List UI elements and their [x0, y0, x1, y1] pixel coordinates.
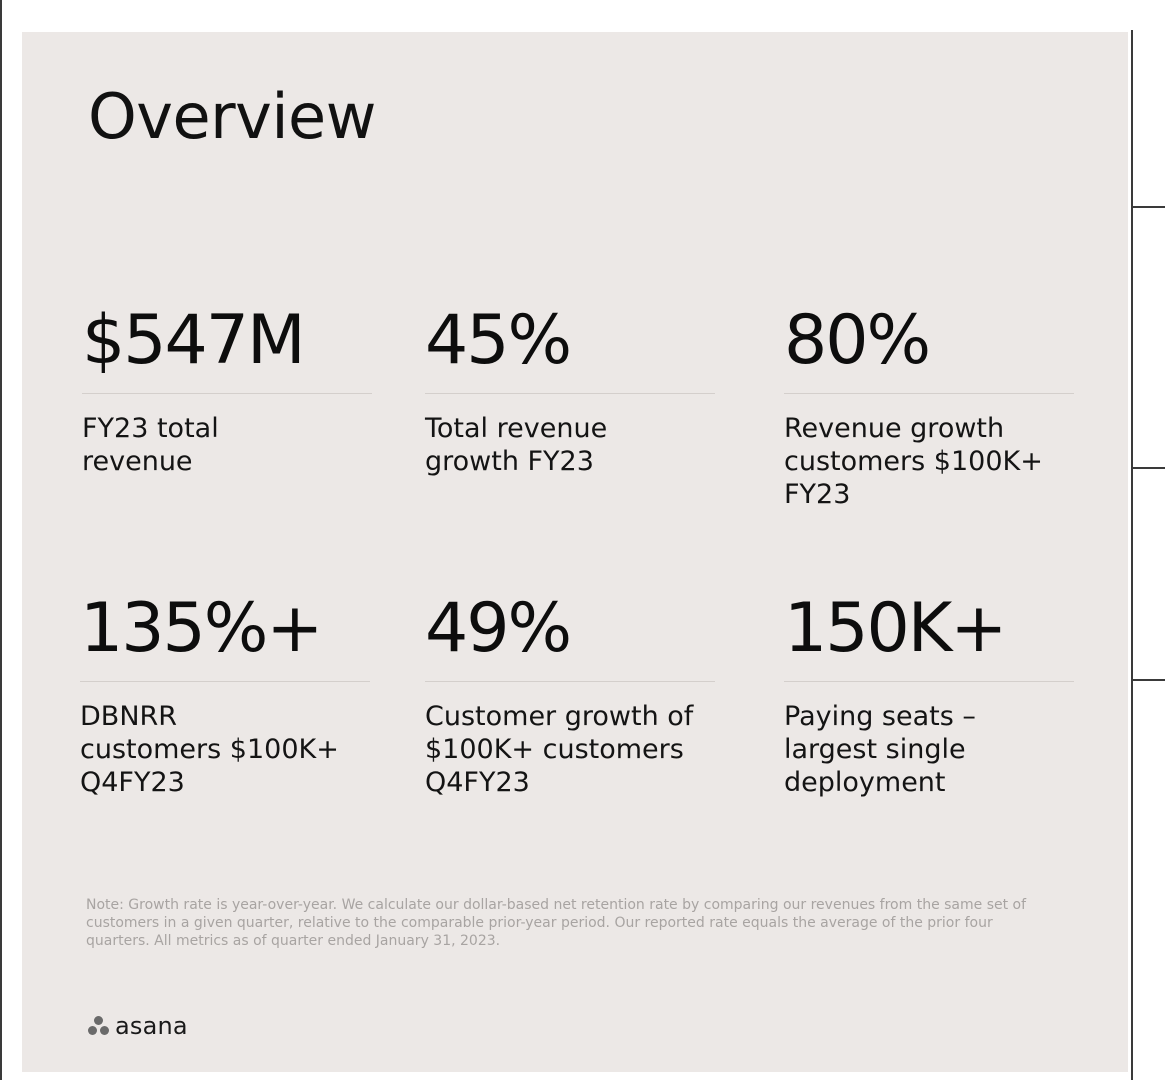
- metric-divider: [784, 393, 1074, 394]
- page-title: Overview: [88, 80, 376, 153]
- metric-divider: [784, 681, 1074, 682]
- metric-customer-growth: [425, 587, 715, 799]
- metric-value: 45%: [425, 301, 571, 380]
- footnote: Note: Growth rate is year-over-year. We calculate our dollar-based net retention rate by comparing our revenues from the same set of customers in a given quarter, relative to the comparable prior-year period. Our reported rate equals the average of the prior four quarters. All metrics as of quarter ended January 31, 2023.: [86, 897, 1027, 949]
- metric-label: Paying seats – largest single deployment: [784, 701, 976, 798]
- right-border-tick: [1133, 679, 1165, 681]
- brand-logo: [88, 1011, 188, 1041]
- metric-value: 150K+: [784, 589, 1006, 668]
- metric-paying-seats: [784, 587, 1074, 799]
- brand-name: asana: [115, 1012, 188, 1040]
- metric-divider: [82, 393, 372, 394]
- right-border-tick: [1133, 467, 1165, 469]
- metric-value: 80%: [784, 301, 930, 380]
- metric-value: $547M: [82, 301, 304, 380]
- metric-label: Customer growth of $100K+ customers Q4FY23: [425, 701, 694, 798]
- metric-divider: [80, 681, 370, 682]
- metric-label: FY23 total revenue: [82, 413, 219, 477]
- metric-value: 49%: [425, 589, 571, 668]
- right-border-line: [1131, 30, 1133, 1080]
- metric-label: Revenue growth customers $100K+ FY23: [784, 413, 1043, 510]
- left-border-line: [0, 0, 2, 1080]
- metric-value: 135%+: [80, 589, 322, 668]
- metric-divider: [425, 393, 715, 394]
- metric-label: Total revenue growth FY23: [425, 413, 608, 477]
- asana-logo-icon: [88, 1016, 110, 1036]
- metric-label: DBNRR customers $100K+ Q4FY23: [80, 701, 339, 798]
- right-border-tick: [1133, 206, 1165, 208]
- overview-slide: [22, 32, 1128, 1072]
- metric-total-revenue-growth: [425, 299, 715, 478]
- metric-divider: [425, 681, 715, 682]
- metric-revenue-growth-100k-customers: [784, 299, 1074, 511]
- metric-fy23-total-revenue: [82, 299, 372, 478]
- metric-dbnrr: [80, 587, 370, 799]
